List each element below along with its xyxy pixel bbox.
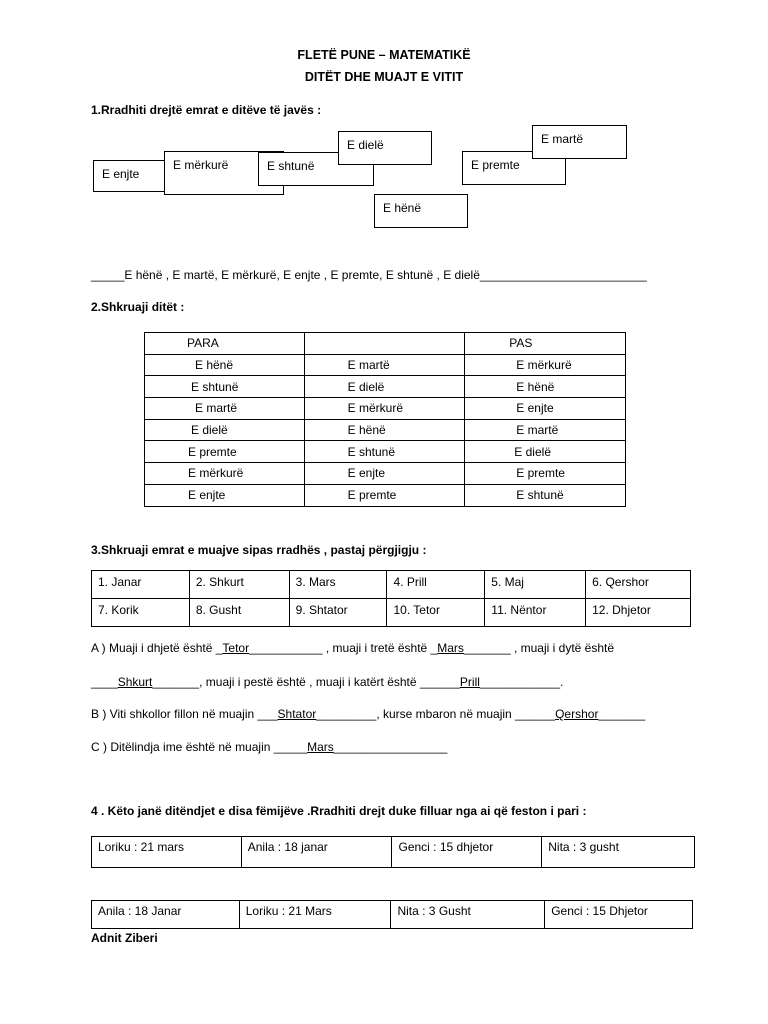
q2-heading: 2.Shkruaji ditët : <box>91 300 185 314</box>
cell-middle: E martë <box>304 354 465 376</box>
day-card-label: E enjte <box>102 167 140 181</box>
birthday-cell: Nita : 3 Gusht <box>391 901 545 929</box>
answer-shkurt: Shkurt <box>117 675 153 689</box>
q1-answer: E hënë , E martë, E mërkurë, E enjte , E premte, E shtunë , E dielë <box>124 268 480 282</box>
q3-c-line: C ) Ditëlindja ime është në muajin _____Mars_________________ <box>91 740 448 754</box>
cell-middle: E shtunë <box>304 441 465 463</box>
month-cell: 7. Korik <box>92 599 190 627</box>
month-cell: 3. Mars <box>289 571 387 599</box>
birthdays-given-table <box>91 836 695 868</box>
day-card-label: E martë <box>541 132 584 146</box>
answer-birthday-month: Mars <box>307 740 334 754</box>
table-row <box>145 419 626 441</box>
cell-para: E martë <box>145 398 305 420</box>
month-cell: 9. Shtator <box>289 599 387 627</box>
cell-pas: E martë <box>465 419 626 441</box>
birthday-cell: Nita : 3 gusht <box>542 837 695 868</box>
day-card-label: E hënë <box>383 201 422 215</box>
header-para: PARA <box>145 333 305 355</box>
cell-para: E dielë <box>145 419 305 441</box>
cell-pas: E shtunë <box>465 484 626 506</box>
birthdays-ordered-table <box>91 900 693 929</box>
table-row <box>92 837 695 868</box>
q3-b-line: B ) Viti shkollor fillon në muajin ___Shtator_________, kurse mbaron në muajin ______Qershor_______ <box>91 707 646 721</box>
cell-para: E mërkurë <box>145 463 305 485</box>
cell-para: E hënë <box>145 354 305 376</box>
worksheet-subtitle: DITËT DHE MUAJT E VITIT <box>304 70 464 84</box>
cell-pas: E hënë <box>465 376 626 398</box>
cell-middle: E dielë <box>304 376 465 398</box>
day-card-label: E shtunë <box>267 159 315 173</box>
months-table <box>91 570 691 627</box>
month-cell: 11. Nëntor <box>485 599 586 627</box>
q3-heading: 3.Shkruaji emrat e muajve sipas rradhës , pastaj përgjigju : <box>91 543 427 557</box>
day-card-label: E dielë <box>347 138 384 152</box>
answer-prill: Prill <box>459 675 480 689</box>
worksheet-title: FLETË PUNE – MATEMATIKË <box>297 48 471 62</box>
month-cell: 4. Prill <box>387 571 485 599</box>
q1-heading: 1.Rradhiti drejtë emrat e ditëve të javës : <box>91 103 322 117</box>
answer-qershor: Qershor <box>555 707 599 721</box>
birthday-cell: Anila : 18 Janar <box>92 901 240 929</box>
answer-mars: Mars <box>437 641 464 655</box>
day-card-marte <box>532 125 627 159</box>
cell-pas: E mërkurë <box>465 354 626 376</box>
table-row <box>92 901 693 929</box>
day-card-label: E premte <box>471 158 520 172</box>
cell-middle: E mërkurë <box>304 398 465 420</box>
cell-para: E premte <box>145 441 305 463</box>
month-cell: 1. Janar <box>92 571 190 599</box>
q4-heading: 4 . Këto janë ditëndjet e disa fëmijëve .Rradhiti drejt duke filluar nga ai që feston i pari : <box>91 804 587 818</box>
birthday-cell: Loriku : 21 mars <box>92 837 242 868</box>
table-row <box>92 571 691 599</box>
month-cell: 12. Dhjetor <box>586 599 691 627</box>
q1-answer-line: _____E hënë , E martë, E mërkurë, E enjte , E premte, E shtunë , E dielë_________________________ <box>91 268 647 282</box>
table-row <box>145 398 626 420</box>
header-blank <box>304 333 465 355</box>
q3-a-line1: A ) Muaji i dhjetë është _Tetor___________ , muaji i tretë është _Mars_______ , muaji i dytë është <box>91 641 615 655</box>
day-card-diele <box>338 131 432 165</box>
cell-middle: E enjte <box>304 463 465 485</box>
month-cell: 2. Shkurt <box>189 571 289 599</box>
birthday-cell: Loriku : 21 Mars <box>239 901 391 929</box>
author-name: Adnit Ziberi <box>91 931 158 945</box>
header-pas: PAS <box>465 333 626 355</box>
month-cell: 8. Gusht <box>189 599 289 627</box>
q3-a-line2: ____Shkurt_______, muaji i pestë është , muaji i katërt është ______Prill____________. <box>91 675 564 689</box>
birthday-cell: Genci : 15 Dhjetor <box>545 901 693 929</box>
cell-pas: E dielë <box>465 441 626 463</box>
day-card-hene <box>374 194 468 228</box>
cell-middle: E hënë <box>304 419 465 441</box>
table-row <box>145 463 626 485</box>
month-cell: 5. Maj <box>485 571 586 599</box>
cell-pas: E enjte <box>465 398 626 420</box>
table-row <box>145 376 626 398</box>
cell-pas: E premte <box>465 463 626 485</box>
answer-tetor: Tetor <box>222 641 250 655</box>
day-card-label: E mërkurë <box>173 158 229 172</box>
table-row <box>145 441 626 463</box>
table-row <box>92 599 691 627</box>
month-cell: 6. Qershor <box>586 571 691 599</box>
table-header-row <box>145 333 626 355</box>
cell-para: E enjte <box>145 484 305 506</box>
cell-middle: E premte <box>304 484 465 506</box>
cell-para: E shtunë <box>145 376 305 398</box>
table-row <box>145 354 626 376</box>
month-cell: 10. Tetor <box>387 599 485 627</box>
answer-shtator: Shtator <box>277 707 317 721</box>
days-table <box>144 332 626 507</box>
birthday-cell: Genci : 15 dhjetor <box>392 837 542 868</box>
table-row <box>145 484 626 506</box>
birthday-cell: Anila : 18 janar <box>241 837 392 868</box>
